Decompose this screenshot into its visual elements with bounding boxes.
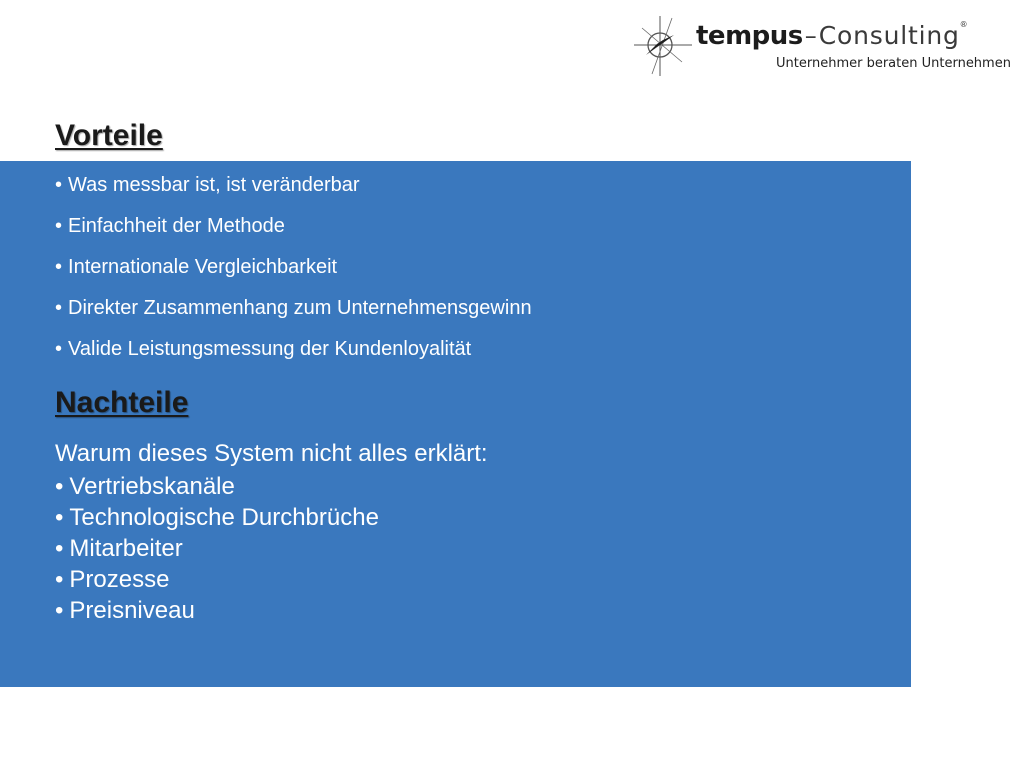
brand-dash: – <box>804 22 817 50</box>
nachteile-heading: Nachteile <box>55 386 189 419</box>
list-item <box>55 564 379 595</box>
list-item-text: Prozesse <box>69 566 170 593</box>
nachteile-intro: Warum dieses System nicht alles erklärt: <box>55 440 488 467</box>
list-item <box>55 337 532 361</box>
list-item-text: Vertriebskanäle <box>69 473 235 500</box>
compass-icon <box>630 14 696 80</box>
vorteile-heading: Vorteile <box>55 119 163 152</box>
bullet: • <box>55 256 63 278</box>
nachteile-list <box>55 471 379 626</box>
brand-name: tempus <box>696 21 803 51</box>
list-item <box>55 255 532 279</box>
bullet: • <box>55 566 64 593</box>
bullet: • <box>55 338 63 360</box>
brand-suffix: Consulting <box>818 21 960 50</box>
bullet: • <box>55 473 64 500</box>
list-item-text: Einfachheit der Methode <box>68 215 285 237</box>
vorteile-list <box>55 173 532 378</box>
list-item-text: Was messbar ist, ist veränderbar <box>68 174 360 196</box>
list-item <box>55 296 532 320</box>
list-item <box>55 595 379 626</box>
bullet: • <box>55 597 64 624</box>
bullet: • <box>55 215 63 237</box>
list-item <box>55 471 379 502</box>
list-item-text: Internationale Vergleichbarkeit <box>68 256 338 278</box>
bullet: • <box>55 504 64 531</box>
bullet: • <box>55 297 63 319</box>
company-logo <box>630 10 1014 80</box>
list-item <box>55 533 379 564</box>
list-item-text: Preisniveau <box>69 597 195 624</box>
registered-mark: ® <box>959 20 968 29</box>
list-item-text: Direkter Zusammenhang zum Unternehmensgewinn <box>68 297 532 319</box>
brand-tagline: Unternehmer beraten Unternehmen <box>776 56 1011 71</box>
bullet: • <box>55 535 64 562</box>
list-item <box>55 173 532 197</box>
list-item-text: Mitarbeiter <box>69 535 183 562</box>
list-item-text: Valide Leistungsmessung der Kundenloyalität <box>68 338 472 360</box>
brand-wordmark <box>696 20 968 51</box>
list-item <box>55 214 532 238</box>
list-item-text: Technologische Durchbrüche <box>69 504 379 531</box>
list-item <box>55 502 379 533</box>
bullet: • <box>55 174 63 196</box>
